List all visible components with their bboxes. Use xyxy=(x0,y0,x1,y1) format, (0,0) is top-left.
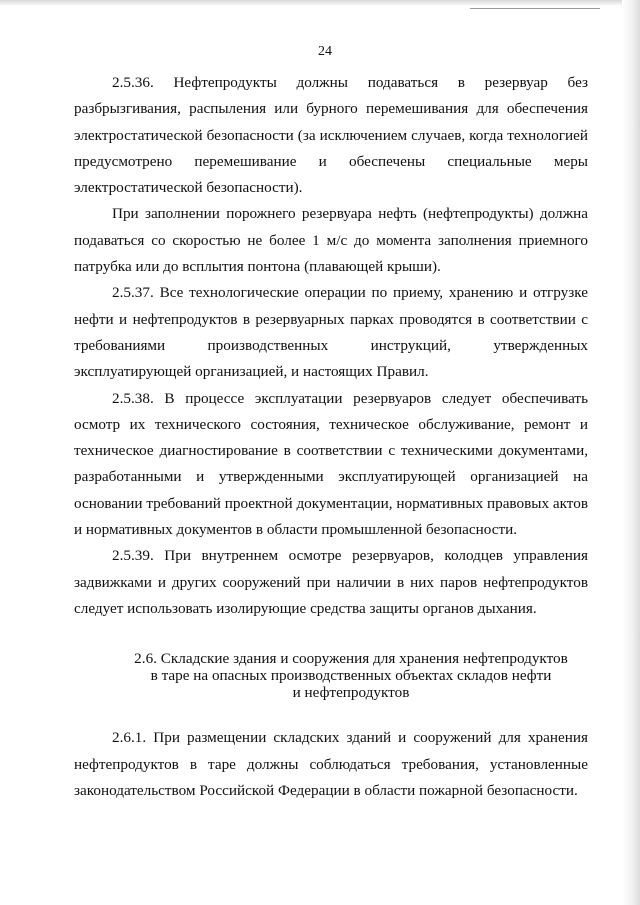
paragraph-2-6-1: 2.6.1. При размещении складских зданий и сооружений для хранения нефтепродуктов в таре должны соблюдаться требования, установленные законодательством Российской Федерации в области пожарной безопасности. xyxy=(74,729,588,799)
paragraph-2-5-36: 2.5.36. Нефтепродукты должны подаваться в резервуар без разбрызгивания, распыления или бурного перемешивания для обеспечения электростатической безопасности (за исключением случаев, когда технологией предусмотрено перемешивание и обеспечены специальные меры электростатической безопасности). xyxy=(74,74,588,197)
document-body xyxy=(74,70,588,804)
paragraph-2-5-36-continued: При заполнении порожнего резервуара нефть (нефтепродукты) должна подаваться со скоростью не более 1 м/с до момента заполнения приемного патрубка или до всплытия понтона (плавающей крыши). xyxy=(74,205,588,276)
section-heading-line: 2.6. Складские здания и сооружения для хранения нефтепродуктов xyxy=(134,650,568,668)
scan-artifact-line xyxy=(470,8,600,9)
section-heading-line: в таре на опасных производственных объектах складов нефти xyxy=(150,667,552,685)
section-heading-2-6 xyxy=(74,650,588,701)
paragraph-2-5-39: 2.5.39. При внутреннем осмотре резервуаров, колодцев управления задвижками и других сооружений при наличии в них паров нефтепродуктов следует использовать изолирующие средства защиты органов дыхания. xyxy=(74,547,588,617)
paragraph-2-5-37: 2.5.37. Все технологические операции по приему, хранению и отгрузке нефти и нефтепродуктов в резервуарных парках проводятся в соответствии с требованиями производственных инструкций, утвержденных эксплуатирующей организацией, и настоящих Правил. xyxy=(74,284,588,381)
page-number: 24 xyxy=(318,44,332,59)
section-heading-line: и нефтепродуктов xyxy=(292,684,410,702)
paragraph-2-5-38: 2.5.38. В процессе эксплуатации резервуаров следует обеспечивать осмотр их технического состояния, техническое обслуживание, ремонт и техническое диагностирование в соответствии с техническими документами, разработанными и утвержденными эксплуатирующей организацией на основании требований проектной документации, нормативных правовых актов и нормативных документов в области промышленной безопасности. xyxy=(74,389,588,539)
scan-right-edge xyxy=(622,0,640,905)
scan-top-edge xyxy=(0,0,640,6)
